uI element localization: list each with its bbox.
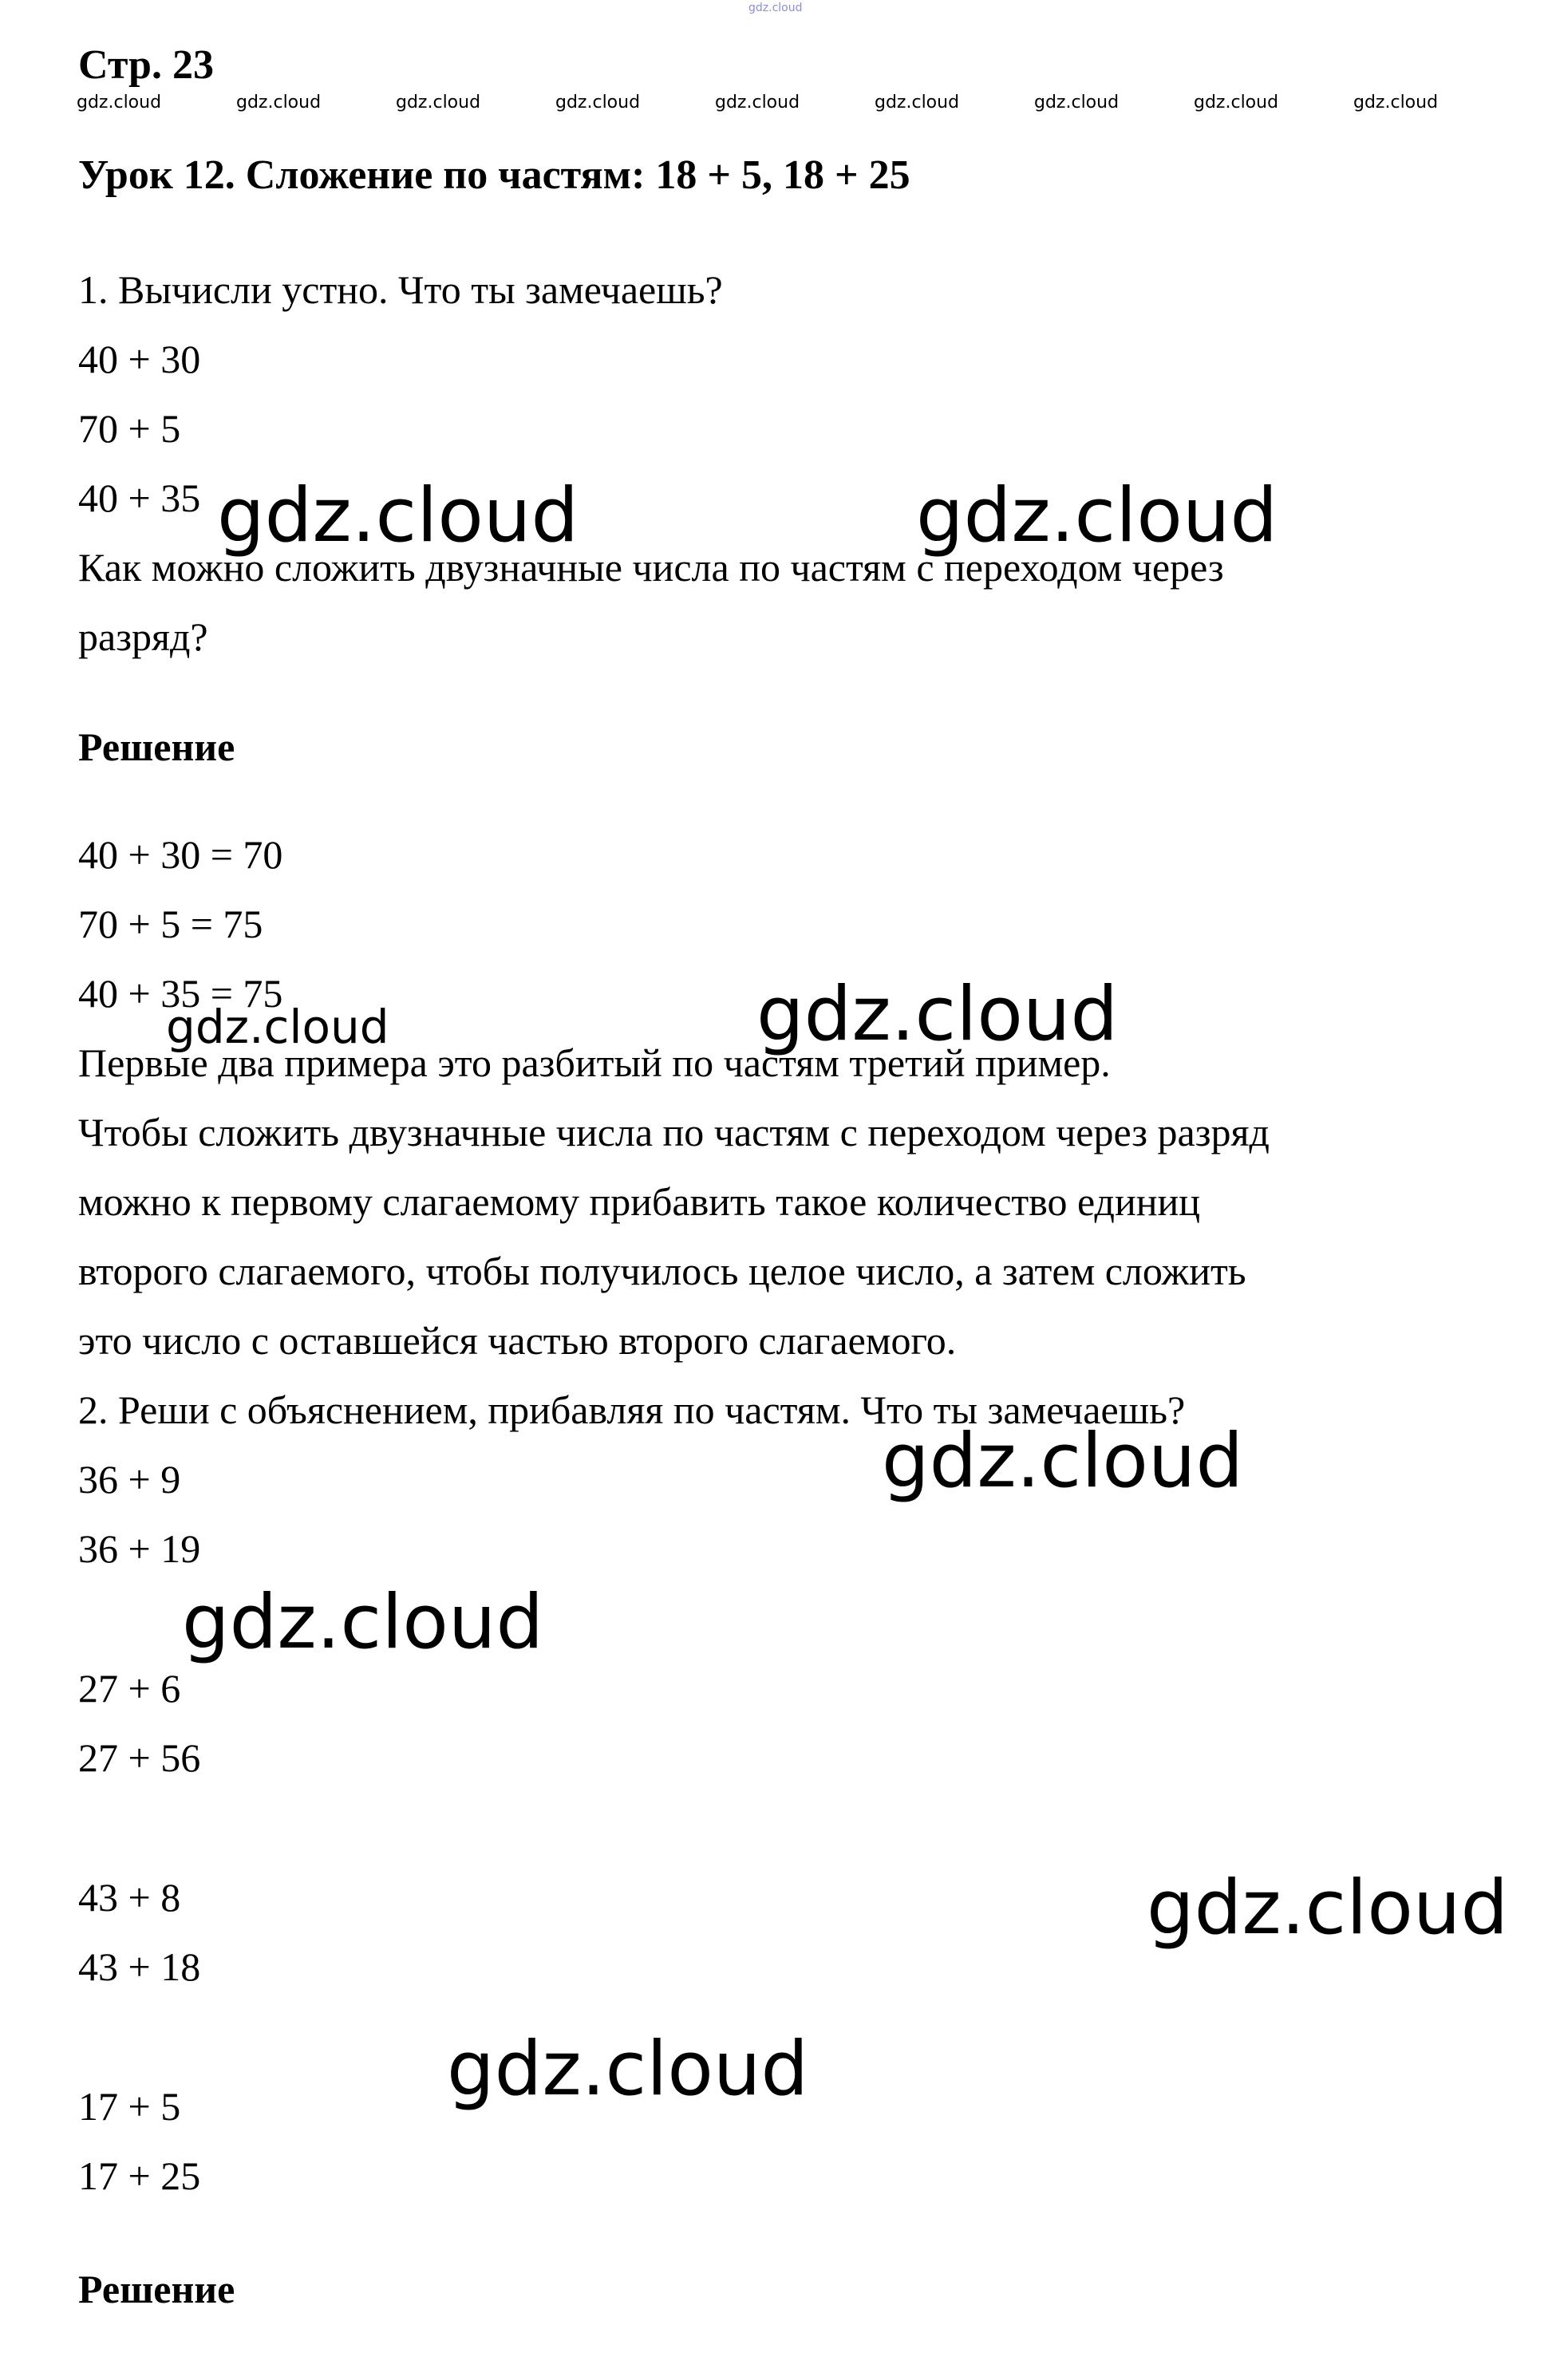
task2-expression: 27 + 6 [78, 1666, 181, 1711]
task1-expression: 70 + 5 [78, 406, 181, 451]
header-watermark: gdz.cloud [875, 93, 960, 112]
solution-equation: 70 + 5 = 75 [78, 902, 263, 946]
top-watermark: gdz.cloud [748, 2, 803, 14]
watermark: gdz.cloud [756, 971, 1119, 1058]
solution-equation: 40 + 35 = 75 [78, 971, 283, 1016]
task1-expression: 40 + 35 [78, 476, 201, 520]
watermark: gdz.cloud [916, 472, 1278, 559]
header-watermark: gdz.cloud [1353, 93, 1439, 112]
task2-expression: 17 + 5 [78, 2084, 181, 2129]
header-watermark: gdz.cloud [1194, 93, 1279, 112]
solution-explanation: Первые два примера это разбитый по частям третий пример. [78, 1040, 1111, 1085]
task1-followup: Как можно сложить двузначные числа по частям с переходом через [78, 545, 1224, 590]
header-watermark: gdz.cloud [555, 93, 641, 112]
watermark: gdz.cloud [182, 1579, 544, 1666]
header-watermark: gdz.cloud [715, 93, 800, 112]
task1-expression: 40 + 30 [78, 337, 201, 381]
lesson-title: Урок 12. Сложение по частям: 18 + 5, 18 + 25 [78, 152, 910, 198]
solution-equation: 40 + 30 = 70 [78, 832, 283, 877]
task1-followup: разряд? [78, 614, 208, 659]
task1-question: 1. Вычисли устно. Что ты замечаешь? [78, 267, 723, 312]
task2-expression: 17 + 25 [78, 2153, 201, 2198]
watermark: gdz.cloud [1147, 1865, 1509, 1952]
task2-expression: 43 + 8 [78, 1875, 181, 1920]
solution-heading: Решение [78, 724, 235, 769]
solution-heading: Решение [78, 2267, 235, 2311]
watermark: gdz.cloud [166, 1000, 389, 1054]
task2-question: 2. Реши с объяснением, прибавляя по частям. Что ты замечаешь? [78, 1387, 1186, 1432]
solution-explanation: второго слагаемого, чтобы получилось целое число, а затем сложить [78, 1249, 1246, 1293]
header-watermark: gdz.cloud [77, 93, 162, 112]
page-number: Стр. 23 [78, 42, 214, 88]
header-watermark: gdz.cloud [236, 93, 322, 112]
watermark: gdz.cloud [447, 2026, 809, 2113]
task2-expression: 43 + 18 [78, 1944, 201, 1989]
watermark: gdz.cloud [217, 472, 579, 559]
task2-expression: 27 + 56 [78, 1735, 201, 1780]
watermark: gdz.cloud [882, 1418, 1244, 1505]
header-watermark: gdz.cloud [396, 93, 481, 112]
task2-expression: 36 + 9 [78, 1457, 181, 1502]
solution-explanation: Чтобы сложить двузначные числа по частям с переходом через разряд [78, 1110, 1270, 1154]
solution-explanation: можно к первому слагаемому прибавить такое количество единиц [78, 1179, 1201, 1224]
task2-expression: 36 + 19 [78, 1526, 201, 1571]
header-watermark: gdz.cloud [1034, 93, 1120, 112]
solution-explanation: это число с оставшейся частью второго слагаемого. [78, 1318, 957, 1363]
